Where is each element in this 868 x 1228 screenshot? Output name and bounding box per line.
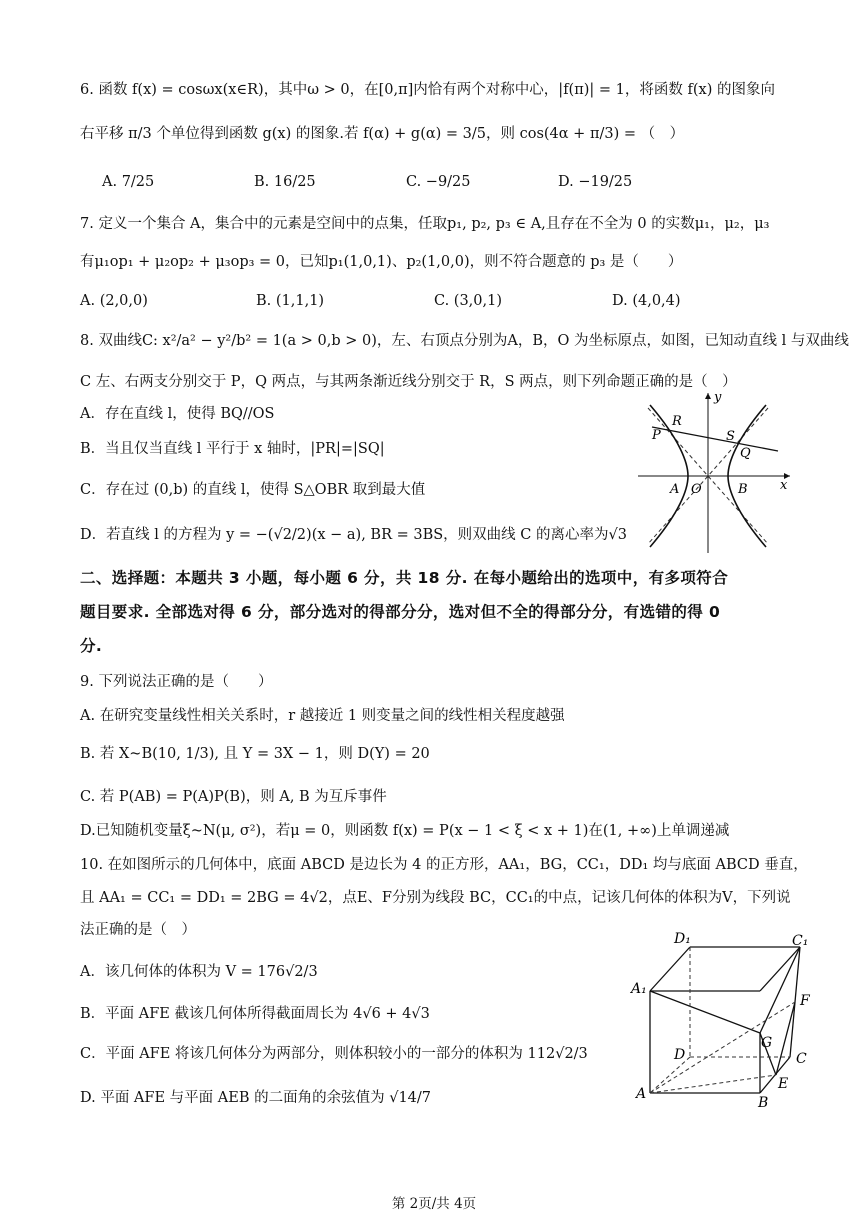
q9-option-b: B. 若 X~B(10, 1/3), 且 Y = 3X − 1，则 D(Y) = 20 xyxy=(80,746,430,762)
q8-option-c: C．存在过 (0,b) 的直线 l，使得 S△OBR 取到最大值 xyxy=(80,482,426,498)
q10-stem-line3: 法正确的是（ ） xyxy=(80,922,196,938)
q6-option-b: B. 16/25 xyxy=(254,174,316,190)
label-f: F xyxy=(800,993,810,1009)
q8-option-a: A．存在直线 l，使得 BQ//OS xyxy=(80,406,275,422)
label-y: y xyxy=(714,390,722,405)
line-l xyxy=(652,427,778,451)
q9-option-a: A. 在研究变量线性相关关系时，r 越接近 1 则变量之间的线性相关程度越强 xyxy=(80,708,565,724)
section2-line2: 题目要求. 全部选对得 6 分，部分选对的得部分分，选对但不全的得部分分，有选错的得 0 xyxy=(80,603,721,621)
solid-figure xyxy=(628,925,818,1110)
label-c: C xyxy=(796,1051,807,1067)
label-r: R xyxy=(672,414,682,429)
section2-line3: 分. xyxy=(80,637,103,655)
label-x: x xyxy=(780,478,788,493)
label-e: E xyxy=(778,1076,789,1092)
q6-stem-line2: 右平移 π/3 个单位得到函数 g(x) 的图象.若 f(α) + g(α) = 3/5，则 cos(4α + π/3) = （ ） xyxy=(80,126,685,142)
label-g: G xyxy=(761,1035,773,1051)
hyperbola-figure xyxy=(630,385,800,557)
label-p: P xyxy=(652,428,661,443)
q9-option-d: D.已知随机变量ξ~N(μ, σ²)，若μ = 0，则函数 f(x) = P(x − 1 < ξ < x + 1)在(1, +∞)上单调递减 xyxy=(80,823,730,839)
q7-option-c: C. (3,0,1) xyxy=(434,293,503,309)
label-a1: A₁ xyxy=(631,981,647,997)
label-c1: C₁ xyxy=(792,933,809,949)
q8-option-d: D．若直线 l 的方程为 y = −(√2/2)(x − a), BR = 3BS，则双曲线 C 的离心率为√3 xyxy=(80,527,627,543)
q7-option-a: A. (2,0,0) xyxy=(80,293,148,309)
q7-stem-line1: 7. 定义一个集合 A，集合中的元素是空间中的点集，任取p₁, p₂, p₃ ∈ A,且存在不全为 0 的实数μ₁，μ₂，μ₃ xyxy=(80,216,770,232)
label-a: A xyxy=(636,1086,647,1102)
q7-option-b: B. (1,1,1) xyxy=(256,293,325,309)
label-b: B xyxy=(738,482,748,497)
q10-option-c: C．平面 AFE 将该几何体分为两部分，则体积较小的一部分的体积为 112√2/3 xyxy=(80,1046,588,1062)
q6-option-a: A. 7/25 xyxy=(102,174,155,190)
label-b: B xyxy=(758,1095,769,1110)
q8-stem-line2: C 左、右两支分别交于 P，Q 两点，与其两条渐近线分别交于 R，S 两点，则下列命题正确的是（ ） xyxy=(80,374,737,390)
q10-option-a: A．该几何体的体积为 V = 176√2/3 xyxy=(80,964,318,980)
q8-option-b: B．当且仅当直线 l 平行于 x 轴时，|PR|=|SQ| xyxy=(80,441,385,457)
q6-options xyxy=(102,172,742,192)
label-o: O xyxy=(691,482,702,497)
q10-stem-line2: 且 AA₁ = CC₁ = DD₁ = 2BG = 4√2，点E、F分别为线段 BC，CC₁的中点，记该几何体的体积为V，下列说 xyxy=(80,890,791,906)
q6-stem-line1: 6. 函数 f(x) = cosωx(x∈R)，其中ω > 0，在[0,π]内恰有两个对称中心，|f(π)| = 1，将函数 f(x) 的图象向 xyxy=(80,82,775,98)
q7-options xyxy=(80,291,681,311)
q6-option-d: D. −19/25 xyxy=(558,174,633,190)
q8-stem-line1: 8. 双曲线C: x²/a² − y²/b² = 1(a > 0,b > 0)，左、右顶点分别为A，B，O 为坐标原点，如图，已知动直线 l 与双曲线 xyxy=(80,333,849,349)
q7-option-d: D. (4,0,4) xyxy=(612,293,681,309)
q10-stem-line1: 10. 在如图所示的几何体中，底面 ABCD 是边长为 4 的正方形，AA₁，BG，CC₁，DD₁ 均与底面 ABCD 垂直， xyxy=(80,857,808,873)
label-s: S xyxy=(726,429,735,444)
q10-option-d: D. 平面 AFE 与平面 AEB 的二面角的余弦值为 √14/7 xyxy=(80,1090,432,1106)
q6-option-c: C. −9/25 xyxy=(406,174,471,190)
page-footer: 第 2页/共 4页 xyxy=(391,1196,477,1212)
section2-line1: 二、选择题：本题共 3 小题，每小题 6 分，共 18 分. 在每小题给出的选项中，有多项符合 xyxy=(80,569,729,587)
q10-option-b: B．平面 AFE 截该几何体所得截面周长为 4√6 + 4√3 xyxy=(80,1006,430,1022)
q9-stem: 9. 下列说法正确的是（ ） xyxy=(80,674,273,690)
label-d1: D₁ xyxy=(674,931,691,947)
q7-stem-line2: 有μ₁op₁ + μ₂op₂ + μ₃op₃ = 0，已知p₁(1,0,1)、p₂(1,0,0)，则不符合题意的 p₃ 是（ ） xyxy=(80,254,683,270)
label-d: D xyxy=(674,1047,686,1063)
q9-option-c: C. 若 P(AB) = P(A)P(B)，则 A, B 为互斥事件 xyxy=(80,789,387,805)
label-q: Q xyxy=(740,446,751,461)
label-a: A xyxy=(670,482,680,497)
